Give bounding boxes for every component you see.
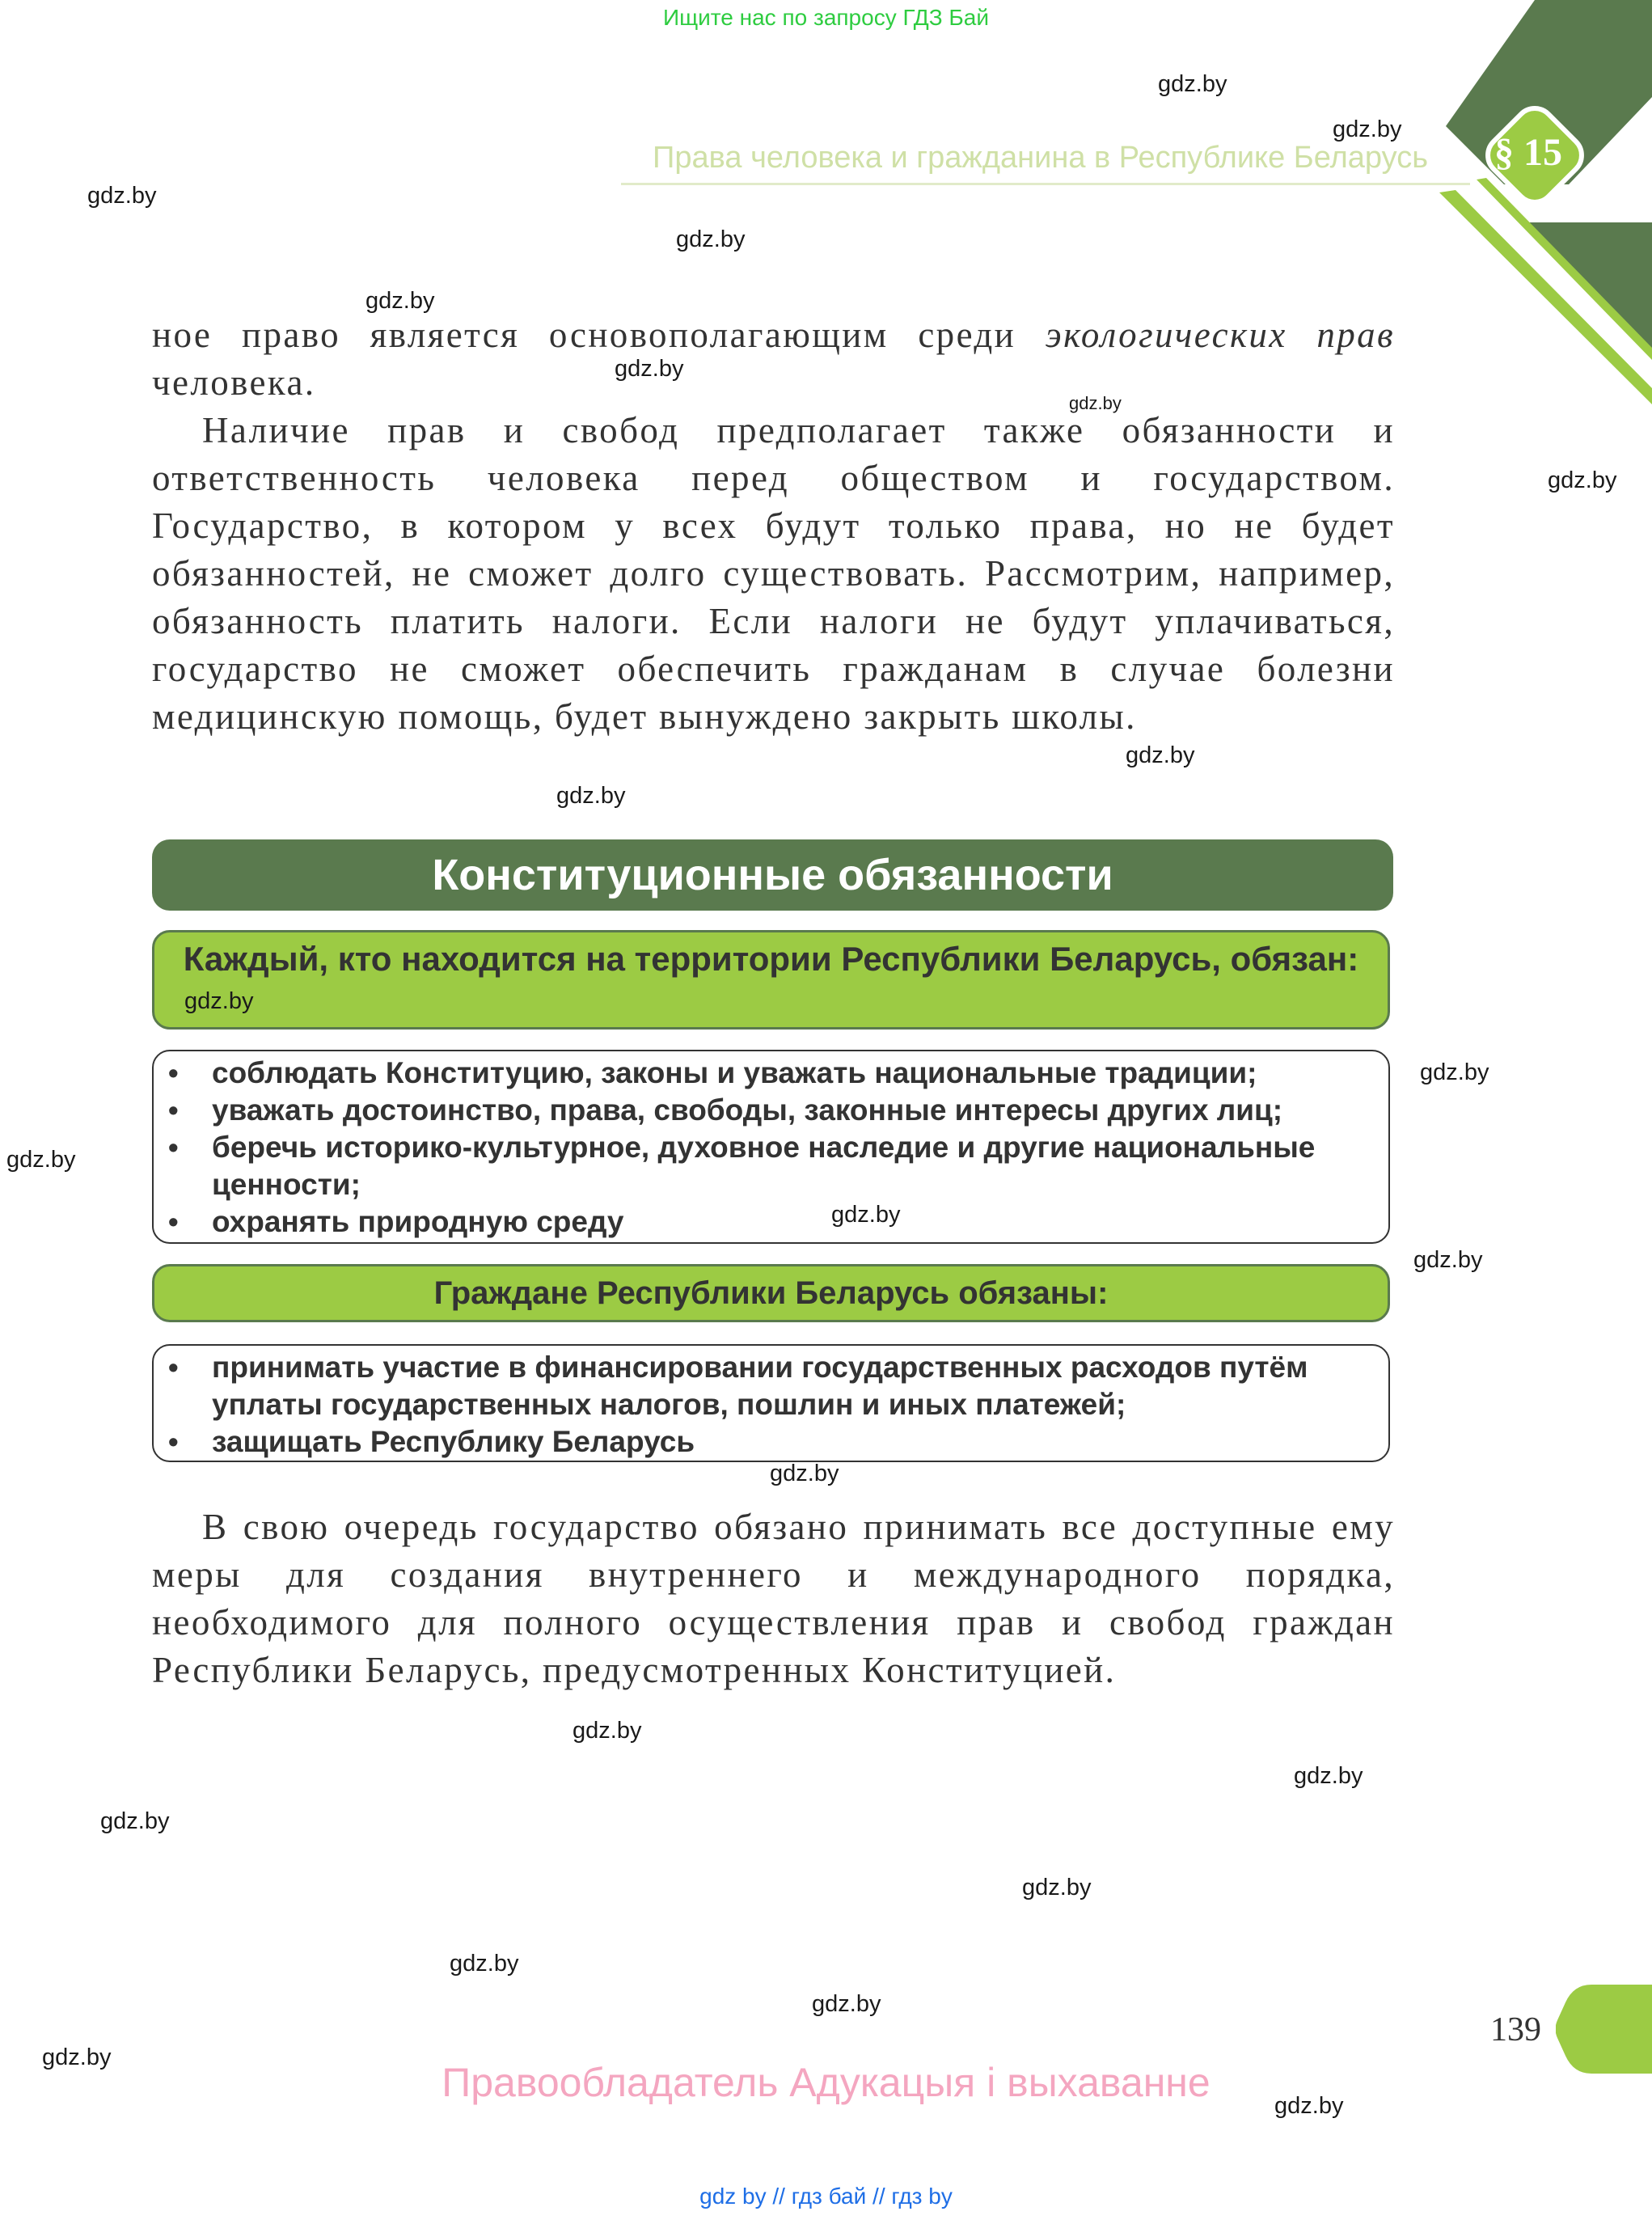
bullet-icon: • bbox=[168, 1056, 179, 1089]
list-item-text: принимать участие в финансировании государственных расходов путём уплаты государственных налогов, пошлин и иных платежей; bbox=[212, 1351, 1308, 1421]
list-item bbox=[154, 1203, 1388, 1241]
watermark: gdz.by bbox=[1022, 1875, 1092, 1901]
list-item-text: уважать достоинство, права, свободы, законные интересы других лиц; bbox=[212, 1093, 1283, 1127]
paragraph-3: В свою очередь государство обязано принимать все доступные ему меры для создания внутреннего и международного порядка, необходимого для полного осуществления прав и свобод граждан Республики Беларусь, предусмотренных Конституцией. bbox=[152, 1507, 1395, 1690]
watermark: gdz.by bbox=[556, 783, 626, 809]
copyright-notice: Правообладатель Адукацыя і выхаванне bbox=[442, 2060, 1210, 2105]
list-item bbox=[154, 1423, 1388, 1461]
corner-decoration bbox=[1423, 0, 1652, 404]
footer-links[interactable]: gdz by // гдз бай // гдз by bbox=[699, 2184, 953, 2209]
header-rule bbox=[621, 183, 1470, 185]
paragraph-1 bbox=[152, 311, 1395, 407]
watermark: gdz.by bbox=[812, 1991, 881, 2017]
watermark: gdz.by bbox=[831, 1202, 901, 1228]
paragraph-2: Наличие прав и свобод предполагает также обязанности и ответственность человека перед обществом и государством. Государство, в котором у всех будут только права, но не будет обязанностей, не сможет долго существовать. Рассмотрим, например, обязанность платить налоги. Если налоги не будут уплачиваться, государство не сможет обеспечить гражданам в случае болезни медицинскую помощь, будет вынуждено закрыть школы. bbox=[152, 410, 1395, 737]
search-banner[interactable]: Ищите нас по запросу ГДЗ Бай bbox=[662, 5, 990, 30]
list-item bbox=[154, 1092, 1388, 1129]
group1-header: Каждый, кто находится на территории Республики Беларусь, обязан: bbox=[152, 930, 1390, 1030]
watermark: gdz.by bbox=[100, 1808, 170, 1834]
watermark: gdz.by bbox=[1420, 1059, 1489, 1085]
scheme-title: Конституционные обязанности bbox=[152, 839, 1393, 911]
watermark: gdz.by bbox=[1294, 1763, 1363, 1789]
list-item-text: охранять природную среду bbox=[212, 1205, 624, 1238]
watermark: gdz.by bbox=[450, 1951, 519, 1977]
watermark: gdz.by bbox=[1126, 742, 1195, 768]
watermark: gdz.by bbox=[676, 226, 746, 252]
list-item bbox=[154, 1055, 1388, 1092]
watermark: gdz.by bbox=[1274, 2093, 1344, 2119]
watermark: gdz.by bbox=[1333, 116, 1402, 142]
watermark: gdz.by bbox=[6, 1147, 76, 1173]
group2-header: Граждане Республики Беларусь обязаны: bbox=[152, 1264, 1390, 1322]
watermark: gdz.by bbox=[572, 1718, 642, 1744]
list-item-text: соблюдать Конституцию, законы и уважать национальные традиции; bbox=[212, 1056, 1257, 1089]
watermark: gdz.by bbox=[1158, 71, 1227, 97]
section-badge: § 15 bbox=[1494, 130, 1562, 174]
list-item-text: беречь историко-культурное, духовное наследие и другие национальные ценности; bbox=[212, 1131, 1316, 1201]
paragraph-1-italic: экологических прав bbox=[1045, 315, 1395, 355]
watermark: gdz.by bbox=[1548, 467, 1617, 493]
group1-list-box bbox=[152, 1050, 1390, 1244]
bullet-icon: • bbox=[168, 1131, 179, 1164]
bullet-icon: • bbox=[168, 1205, 179, 1238]
list-item-text: защищать Республику Беларусь bbox=[212, 1425, 695, 1458]
watermark: gdz.by bbox=[615, 356, 684, 382]
running-title: Права человека и гражданина в Республике Беларусь bbox=[653, 141, 1428, 175]
watermark: gdz.by bbox=[87, 183, 157, 209]
watermark: gdz.by bbox=[365, 288, 435, 314]
bullet-icon: • bbox=[168, 1425, 179, 1458]
list-item bbox=[154, 1349, 1388, 1423]
bullet-icon: • bbox=[168, 1351, 179, 1384]
watermark: gdz.by bbox=[184, 988, 254, 1014]
watermark: gdz.by bbox=[770, 1461, 839, 1486]
page-number: 139 bbox=[1490, 2011, 1541, 2049]
watermark: gdz.by bbox=[1069, 393, 1122, 413]
group2-list-box bbox=[152, 1344, 1390, 1462]
list-item bbox=[154, 1129, 1388, 1203]
watermark: gdz.by bbox=[42, 2044, 112, 2070]
paragraph-1-end: человека. bbox=[152, 362, 316, 403]
paragraph-1-text: ное право является основополагающим среди bbox=[152, 315, 1046, 355]
bullet-icon: • bbox=[168, 1093, 179, 1127]
watermark: gdz.by bbox=[1413, 1247, 1483, 1273]
